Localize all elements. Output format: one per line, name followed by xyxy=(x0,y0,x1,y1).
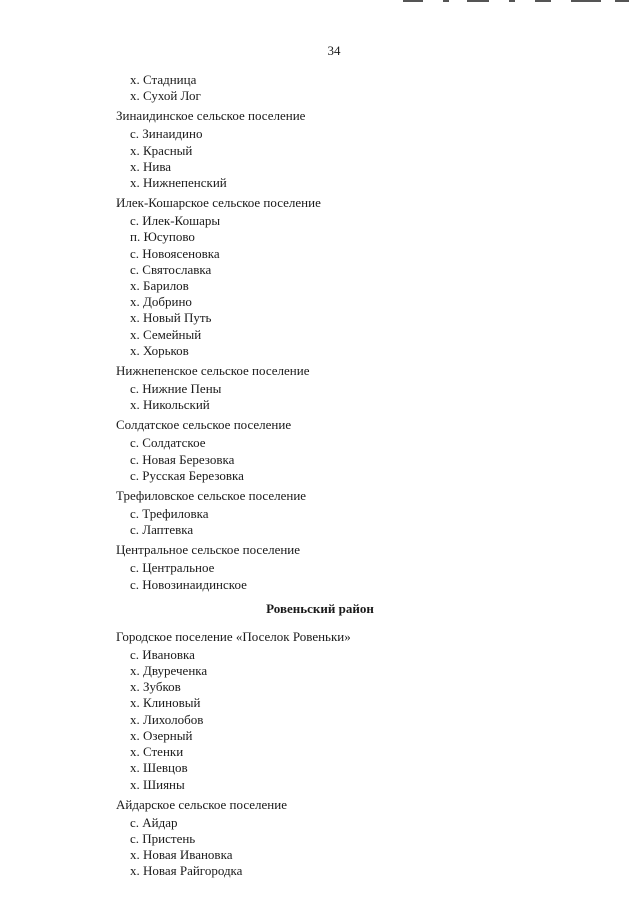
settlement-heading: Солдатское сельское поселение xyxy=(116,417,292,433)
locality-item: х. Семейный xyxy=(130,326,202,342)
scan-mark xyxy=(571,0,601,2)
locality-item: с. Новая Березовка xyxy=(130,451,235,467)
locality-item: х. Барилов xyxy=(130,278,189,294)
settlement-section xyxy=(0,629,640,793)
locality-item: х. Стадница xyxy=(130,72,197,87)
locality-item: с. Лаптевка xyxy=(130,522,194,538)
locality-item: с. Солдатское xyxy=(130,435,206,451)
settlement-section xyxy=(0,542,640,592)
locality-item: х. Новый Путь xyxy=(130,310,212,326)
settlement-section xyxy=(0,195,640,359)
settlement-section xyxy=(0,363,640,413)
locality-item: с. Новозинаидинское xyxy=(130,576,247,592)
locality-item: с. Русская Березовка xyxy=(130,467,244,483)
locality-item: с. Ивановка xyxy=(130,646,195,662)
scan-mark xyxy=(467,0,489,2)
locality-item: х. Озерный xyxy=(130,727,193,743)
locality-item: х. Стенки xyxy=(130,744,184,760)
settlement-heading: Городское поселение «Поселок Ровеньки» xyxy=(116,628,351,644)
district-settlement-sections xyxy=(0,629,640,880)
settlement-section xyxy=(0,488,640,538)
locality-item: х. Двуреченка xyxy=(130,663,208,679)
locality-item: с. Святославка xyxy=(130,261,212,277)
locality-item: с. Айдар xyxy=(130,814,178,830)
locality-item: х. Хорьков xyxy=(130,342,189,358)
scan-artifact-marks xyxy=(395,0,640,6)
page-number: 34 xyxy=(327,43,341,58)
settlement-section xyxy=(0,72,640,104)
locality-item: х. Новая Ивановка xyxy=(130,847,233,863)
locality-item: с. Илек-Кошары xyxy=(130,213,221,229)
locality-item: п. Юсупово xyxy=(130,229,195,245)
scan-mark xyxy=(443,0,449,2)
locality-item: х. Зубков xyxy=(130,679,181,695)
locality-item: х. Добрино xyxy=(130,294,192,310)
locality-item: х. Шевцов xyxy=(130,760,188,776)
locality-item: с. Трефиловка xyxy=(130,506,209,522)
district-title: Ровеньский район xyxy=(266,600,374,616)
locality-item: х. Нива xyxy=(130,158,172,174)
settlement-heading: Трефиловское сельское поселение xyxy=(116,488,307,504)
document-body xyxy=(0,72,640,880)
scan-mark xyxy=(403,0,423,2)
locality-item: с. Центральное xyxy=(130,560,215,576)
settlement-heading: Центральное сельское поселение xyxy=(116,542,301,558)
locality-item: с. Зинаидино xyxy=(130,126,203,142)
settlement-section xyxy=(0,417,640,484)
locality-item: х. Нижнепенский xyxy=(130,175,227,191)
locality-item: х. Клиновый xyxy=(130,695,201,711)
settlement-heading: Нижнепенское сельское поселение xyxy=(116,363,310,379)
settlement-heading: Илек-Кошарское сельское поселение xyxy=(116,195,321,211)
settlement-sections xyxy=(0,72,640,593)
locality-item: х. Шияны xyxy=(130,776,185,792)
locality-item: х. Лихолобов xyxy=(130,711,204,727)
locality-item: с. Пристень xyxy=(130,830,196,846)
settlement-heading: Зинаидинское сельское поселение xyxy=(116,108,306,124)
locality-item: х. Красный xyxy=(130,142,193,158)
locality-item: с. Новоясеновка xyxy=(130,245,220,261)
locality-item: с. Нижние Пены xyxy=(130,381,222,397)
scan-mark xyxy=(615,0,629,2)
settlement-section xyxy=(0,108,640,191)
locality-item: х. Сухой Лог xyxy=(130,88,201,104)
scan-mark xyxy=(509,0,515,2)
settlement-section xyxy=(0,797,640,880)
locality-item: х. Никольский xyxy=(130,397,210,413)
locality-item: х. Новая Райгородка xyxy=(130,863,243,879)
scan-mark xyxy=(535,0,551,2)
settlement-heading: Айдарское сельское поселение xyxy=(116,796,287,812)
